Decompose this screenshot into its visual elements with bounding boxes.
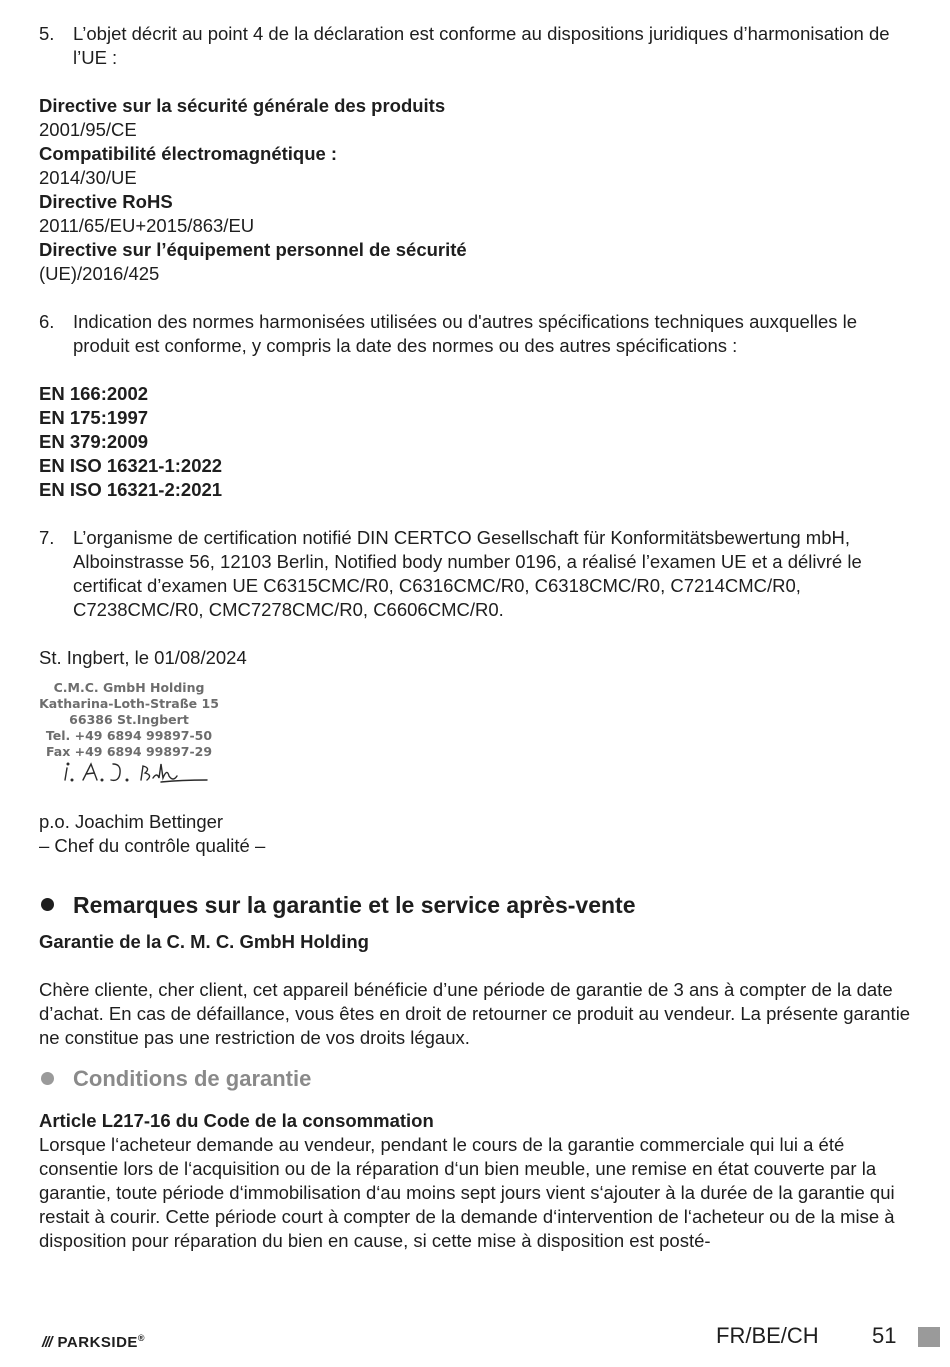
page-footer [0, 1322, 950, 1352]
stamp-line: Katharina-Loth-Straße 15 [39, 696, 219, 711]
norm-item: EN ISO 16321-2:2021 [39, 479, 223, 500]
signature-icon [61, 758, 211, 788]
norm-item: EN 175:1997 [39, 407, 149, 428]
directive-title: Directive RoHS [39, 191, 173, 212]
list-item-7 [39, 526, 911, 622]
warranty-subheading: Garantie de la C. M. C. GmbH Holding [39, 931, 369, 952]
norm-item: EN 379:2009 [39, 431, 149, 452]
language-code: FR/BE/CH [716, 1323, 819, 1348]
norm-item: EN ISO 16321-1:2022 [39, 455, 223, 476]
stamp-line: C.M.C. GmbH Holding [53, 680, 205, 695]
list-number: 6. [39, 311, 55, 332]
page-content [39, 22, 911, 1253]
warranty-paragraph: Chère cliente, cher client, cet appareil bénéficie d’une période de garantie de 3 ans à compter de la date d’achat. En cas de défaillance, vous êtes en droit de retourner ce produit au vendeur. La présente garantie ne constitue pas une restriction de vos droits légaux. [39, 979, 911, 1048]
directive-value: 2001/95/CE [39, 119, 137, 140]
directive-title: Compatibilité électromagnétique : [39, 143, 338, 164]
place-date: St. Ingbert, le 01/08/2024 [39, 647, 247, 668]
page-number: 51 [872, 1323, 897, 1348]
directive-title: Directive sur la sécurité générale des produits [39, 95, 446, 116]
stamp-line: 66386 St.Ingbert [69, 712, 189, 727]
directive-title: Directive sur l’équipement personnel de sécurité [39, 239, 467, 260]
heading-text: Remarques sur la garantie et le service après-vente [73, 892, 636, 918]
list-number: 5. [39, 23, 55, 44]
stamp-line: Tel. +49 6894 99897-50 [45, 728, 213, 743]
heading-text: Conditions de garantie [73, 1066, 312, 1091]
signatory-name: p.o. Joachim Bettinger [39, 811, 224, 832]
list-item-6 [39, 310, 911, 358]
conditions-heading [39, 1064, 911, 1094]
list-text: Indication des normes harmonisées utilisées ou d'autres spécifications techniques auxquelles le produit est conforme, y compris la date des normes ou des autres spécifications : [73, 311, 858, 356]
brand-name: PARKSIDE [57, 1334, 138, 1351]
list-text: L’organisme de certification notifié DIN CERTCO Gesellschaft für Konformitätsbewertung mbH, Alboinstrasse 56, 12103 Berlin, Notified body number 0196, a réalisé l’examen UE et a délivré le certificat d’examen UE C6315CMC/R0, C6316CMC/R0, C6318CMC/R0, C7214CMC/R0, C7238CMC/R0, CMC7278CMC/R0, C6606CMC/R0. [73, 527, 862, 620]
list-item-5 [39, 22, 911, 70]
page-marker [918, 1327, 940, 1347]
norm-list [39, 382, 911, 502]
brand-logo [42, 1326, 145, 1355]
bullet-icon [41, 1072, 54, 1085]
list-text: L’objet décrit au point 4 de la déclaration est conforme au dispositions juridiques d’harmonisation de l’UE : [73, 23, 890, 68]
list-number: 7. [39, 527, 55, 548]
article-text: Lorsque l‘acheteur demande au vendeur, pendant le cours de la garantie commerciale qui lui a été consentie lors de l‘acquisition ou de la réparation d‘un bien meuble, une remise en état couverte par la garantie, toute période d‘immobilisation d‘au moins sept jours vient s‘ajouter à la durée de la garantie qui restait à courir. Cette période court à compter de la demande d‘intervention de l‘acheteur ou de la mise à disposition pour réparation du bien en cause, si cette mise à disposition est posté- [39, 1134, 895, 1251]
company-stamp [39, 680, 219, 810]
directive-value: 2011/65/EU+2015/863/EU [39, 215, 255, 236]
signatory-role: – Chef du contrôle qualité – [39, 835, 266, 856]
article-title: Article L217-16 du Code de la consommation [39, 1110, 434, 1131]
norm-item: EN 166:2002 [39, 383, 149, 404]
stamp-line: Fax +49 6894 99897-29 [45, 744, 213, 759]
warranty-heading [39, 890, 911, 920]
brand-mark: /// [42, 1334, 52, 1351]
bullet-icon [41, 898, 54, 911]
directive-value: 2014/30/UE [39, 167, 137, 188]
directive-value: (UE)/2016/425 [39, 263, 160, 284]
directive-list [39, 94, 911, 286]
brand-registered: ® [137, 1333, 146, 1343]
